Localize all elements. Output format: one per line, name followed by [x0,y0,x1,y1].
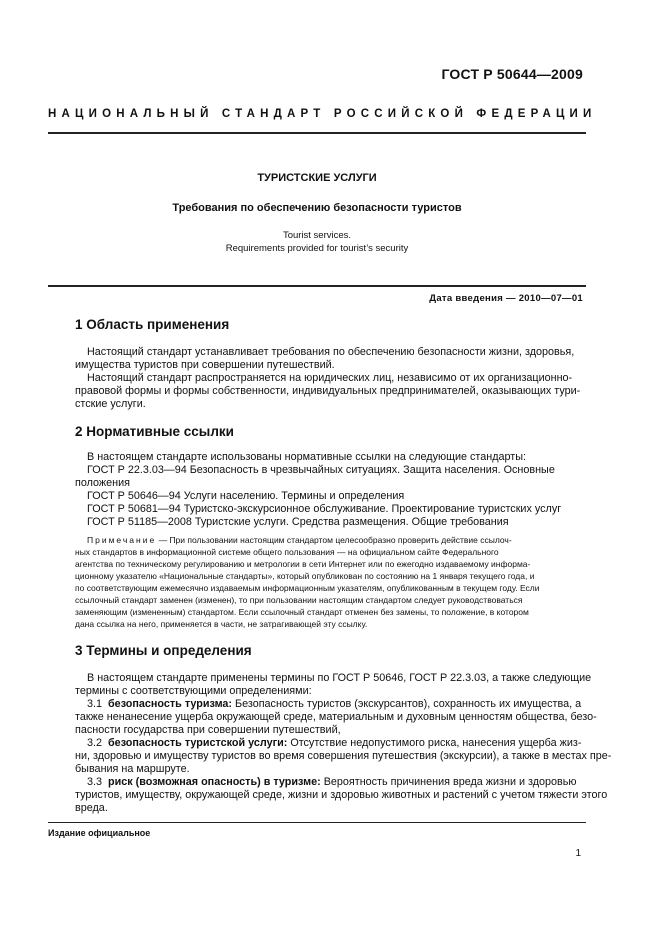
term-3-3-text: туристов, имуществу, окружающей среде, жизни и здоровью животных и растений с учетом тяжести этого [75,789,608,801]
note-line: ссылочный стандарт заменен (изменен), то при пользовании настоящим стандартом следует руководствоваться [75,595,523,605]
english-title-line-2: Requirements provided for tourist’s security [225,243,409,254]
term-3-3: 3.3 риск (возможная опасность) в туризме: Вероятность причинения вреда жизни и здоровью [87,776,577,788]
edition-label: Издание официальное [48,828,151,838]
section-1-text: имущества туристов при совершении путешествий. [75,359,335,371]
national-standard-banner: НАЦИОНАЛЬНЫЙ СТАНДАРТ РОССИЙСКОЙ ФЕДЕРАЦИИ [48,108,597,120]
note-line: ных стандартов в информационной системе общего пользования — на официальном сайте Федерального [75,547,499,557]
note-line: заменяющим (измененным) стандартом. Если ссылочный стандарт отменен без замены, то положение, в котором [75,607,529,617]
introduction-date: Дата введения — 2010—07—01 [429,293,583,304]
section-2-heading: 2 Нормативные ссылки [75,424,234,439]
term-3-2-text: бывания на маршруте. [75,763,190,775]
section-1-heading: 1 Область применения [75,317,230,332]
title-rule [48,285,586,287]
section-2-intro: В настоящем стандарте использованы нормативные ссылки на следующие стандарты: [87,451,526,463]
document-title: ТУРИСТСКИЕ УСЛУГИ [257,172,377,184]
reference-item: ГОСТ Р 22.3.03—94 Безопасность в чрезвычайных ситуациях. Защита населения. Основные [87,464,555,476]
term-name: риск (возможная опасность) в туризме: [108,776,321,788]
section-1-text: стские услуги. [75,398,146,410]
reference-item: ГОСТ Р 51185—2008 Туристские услуги. Средства размещения. Общие требования [87,516,509,528]
footer-rule [48,822,586,823]
section-1-text: правовой формы и формы собственности, индивидуальных предпринимателей, оказывающих тури- [75,385,581,397]
section-1-text: Настоящий стандарт распространяется на юридических лиц, независимо от их организационно- [87,372,573,384]
term-3-2: 3.2 безопасность туристской услуги: Отсутствие недопустимого риска, нанесения ущерба жиз- [87,737,582,749]
section-3-intro: термины с соответствующими определениями: [75,685,312,697]
note-line: по соответствующим ежемесячно издаваемым информационным указателям, опубликованным в текущем году. Если [75,583,540,593]
header-rule [48,132,586,134]
term-3-2-text: ни, здоровью и имуществу туристов во время совершения путешествия (экскурсии), а также в местах пре- [75,750,612,762]
term-3-1-text: также ненанесение ущерба окружающей среде, материальным и духовным ценностям общества, безо- [75,711,597,723]
note-line: ционному указателю «Национальные стандарты», который опубликован по состоянию на 1 января текущего года, и [75,571,535,581]
reference-item: ГОСТ Р 50646—94 Услуги населению. Термины и определения [87,490,405,502]
term-name: безопасность туристской услуги: [108,737,288,749]
reference-item: положения [75,477,130,489]
section-3-intro: В настоящем стандарте применены термины по ГОСТ Р 50646, ГОСТ Р 22.3.03, а также следующие [87,672,592,684]
section-3-heading: 3 Термины и определения [75,643,252,658]
term-3-1-text: пасности государства при совершении путешествий, [75,724,341,736]
reference-item: ГОСТ Р 50681—94 Туристско-экскурсионное обслуживание. Проектирование туристских услуг [87,503,562,515]
term-name: безопасность туризма: [108,698,233,710]
note-label: Примечание [87,535,157,545]
term-3-3-text: вреда. [75,802,108,814]
section-1-text: Настоящий стандарт устанавливает требования по обеспечению безопасности жизни, здоровья, [87,346,575,358]
english-title-line-1: Tourist services. [282,230,352,241]
gost-number: ГОСТ Р 50644—2009 [441,66,583,82]
page-number: 1 [575,848,581,859]
term-3-1: 3.1 безопасность туризма: Безопасность туристов (экскурсантов), сохранность их имущества, а [87,698,582,710]
document-subtitle: Требования по обеспечению безопасности туристов [172,202,462,214]
note-line: Примечание — При пользовании настоящим стандартом целесообразно проверить действие ссылоч- [87,535,512,545]
note-line: дана ссылка на него, применяется в части, не затрагивающей эту ссылку. [75,619,368,629]
note-line: агентства по техническому регулированию и метрологии в сети Интернет или по ежегодно издаваемому информа- [75,559,531,569]
